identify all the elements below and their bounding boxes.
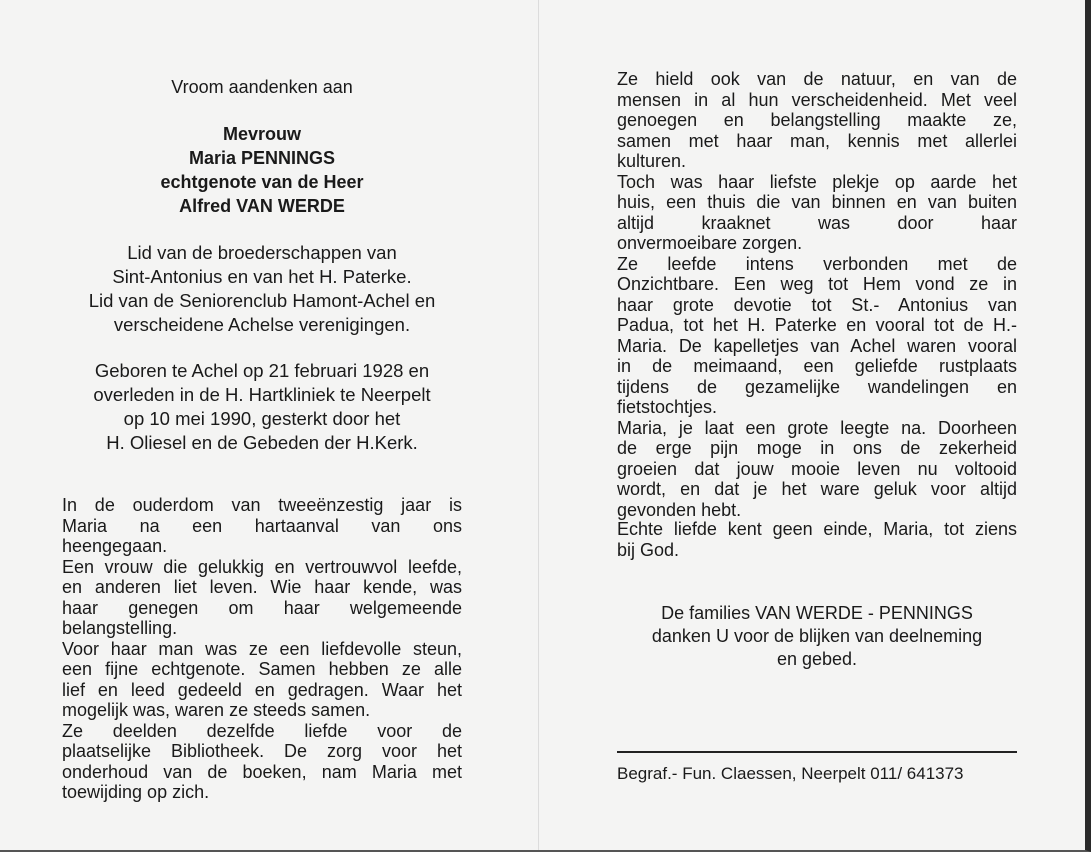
spouse-relation: echtgenote van de Heer (160, 172, 364, 192)
deceased-name: Maria PENNINGS (188, 148, 336, 168)
text-line: Toch was haar liefste plekje op aarde het (617, 171, 1017, 192)
memberships (62, 241, 462, 337)
text-line: altijd kraaknet was door haar (617, 212, 1017, 233)
text-line: Echte liefde kent geen einde, Maria, tot ziens (617, 519, 1017, 539)
divider-line (617, 751, 1017, 753)
text-line: Maria. De kapelletjes van Achel waren vooral (617, 335, 1017, 356)
text-line: wordt, en dat je het ware geluk voor altijd (617, 479, 1017, 499)
left-body-text (62, 495, 462, 803)
text-line: Ze deelden dezelfde liefde voor de (62, 720, 462, 741)
text-line: onderhoud van de boeken, nam Maria met (62, 761, 462, 782)
text-line: toewijding op zich. (62, 782, 210, 802)
dates-line: op 10 mei 1990, gesterkt door het (123, 408, 401, 429)
text-line: kulturen. (617, 151, 687, 171)
title-line: Mevrouw (222, 124, 301, 144)
text-line: een fijne echtgenote. Samen hebben ze alle (62, 659, 462, 679)
family-thanks (617, 602, 1017, 671)
text-line: bij God. (617, 539, 680, 560)
text-line: gevonden hebt. (617, 499, 742, 520)
text-line: in de meimaand, een geliefde rustplaats (617, 356, 1017, 376)
text-line: haar genegen om haar welgemeende (62, 597, 462, 618)
text-line: groeien dat jouw mooie leven nu voltooid (617, 458, 1017, 479)
text-line: belangstelling. (62, 618, 178, 638)
text-line: plaatselijke Bibliotheek. De zorg voor het (62, 741, 462, 761)
text-line: de erge pijn moge in ons de zekerheid (617, 438, 1017, 458)
thanks-line: danken U voor de blijken van deelneming (651, 626, 983, 646)
membership-line: Lid van de Seniorenclub Hamont-Achel en (88, 290, 436, 311)
life-dates (62, 359, 462, 455)
deceased-names (62, 122, 462, 218)
spouse-name: Alfred VAN WERDE (179, 196, 345, 216)
text-line: haar grote devotie tot St.- Antonius van (617, 294, 1017, 315)
text-line: Maria, je laat een grote leegte na. Doorheen (617, 417, 1017, 438)
text-line: lief en leed gedeeld en gedragen. Waar het (62, 679, 462, 700)
text-line: Ze hield ook van de natuur, en van de (617, 69, 1017, 89)
dates-line: H. Oliesel en de Gebeden der H.Kerk. (106, 432, 418, 453)
text-line: heengegaan. (62, 536, 168, 556)
text-line: Ze leefde intens verbonden met de (617, 253, 1017, 274)
text-line: Onzichtbare. Een weg tot Hem vond ze in (617, 274, 1017, 294)
membership-line: Lid van de broederschappen van (127, 242, 397, 263)
text-line: mensen in al hun verscheidenheid. Met veel (617, 89, 1017, 110)
membership-line: Sint-Antonius en van het H. Paterke. (112, 266, 412, 287)
text-line: mogelijk was, waren ze steeds samen. (62, 700, 371, 720)
closing-text (617, 519, 1017, 560)
text-line: Een vrouw die gelukkig en vertrouwvol leefde, (62, 556, 462, 577)
right-body-text (617, 69, 1017, 520)
text-line: fietstochtjes. (617, 397, 718, 417)
text-line: Voor haar man was ze een liefdevolle steun, (62, 638, 462, 659)
dates-line: Geboren te Achel op 21 februari 1928 en (94, 360, 430, 381)
text-line: samen met haar man, kennis met allerlei (617, 130, 1017, 151)
text-line: tijdens de gezamelijke wandelingen en (617, 376, 1017, 397)
text-line: In de ouderdom van tweeënzestig jaar is (62, 495, 462, 515)
text-line: Maria na een hartaanval van ons (62, 515, 462, 536)
text-line: huis, een thuis die van binnen en van buiten (617, 192, 1017, 212)
text-line: onvermoeibare zorgen. (617, 233, 803, 253)
card-fold (538, 0, 539, 850)
intro-line: Vroom aandenken aan (171, 77, 353, 97)
dates-line: overleden in de H. Hartkliniek te Neerpelt (93, 384, 431, 405)
membership-line: verscheidene Achelse verenigingen. (113, 314, 411, 335)
thanks-line: De families VAN WERDE - PENNINGS (661, 603, 973, 623)
funeral-home-line: Begraf.- Fun. Claessen, Neerpelt 011/ 641373 (617, 764, 964, 783)
text-line: genoegen en belangstelling maakte ze, (617, 110, 1017, 130)
text-line: Padua, tot het H. Paterke en vooral tot de H.- (617, 315, 1017, 335)
text-line: en anderen liet leven. Wie haar kende, was (62, 577, 462, 597)
thanks-line: en gebed. (776, 649, 858, 669)
